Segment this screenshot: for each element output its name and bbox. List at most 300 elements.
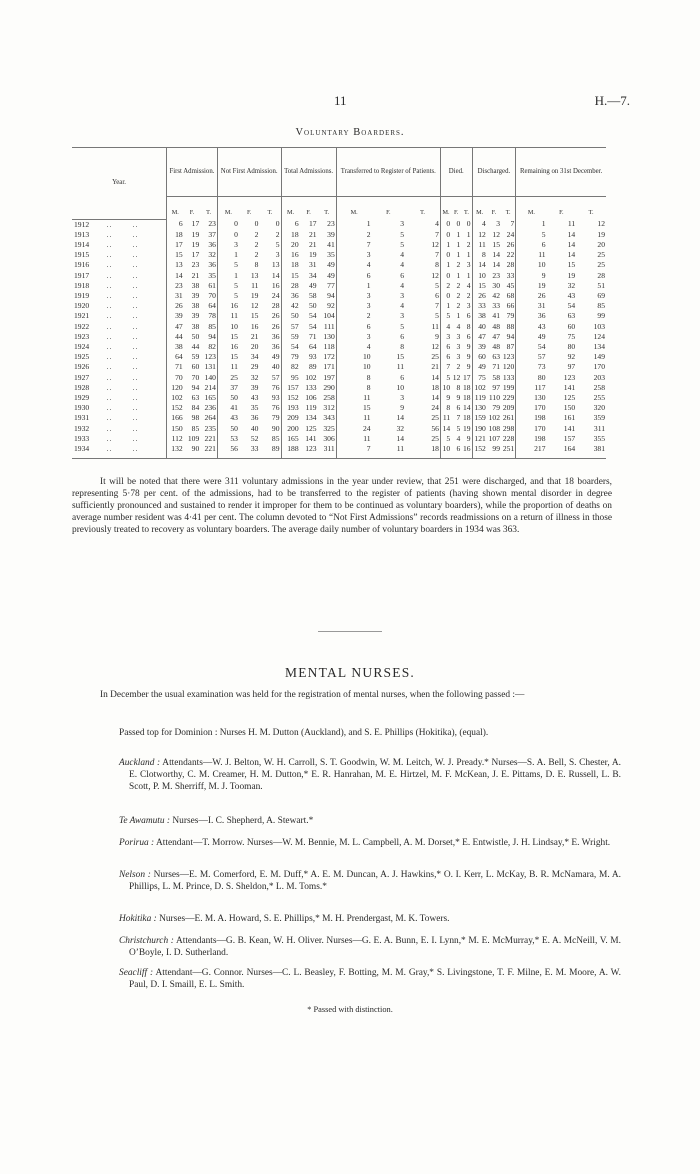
year-label: 1931: [74, 413, 90, 423]
table-cell: 14: [440, 424, 451, 434]
table-cell: 0: [254, 219, 259, 229]
table-cell: 32: [208, 250, 216, 260]
table-cell: 306: [323, 433, 335, 443]
sub-column-header: F.: [306, 209, 311, 216]
table-cell: 64: [308, 341, 317, 351]
table-cell: 70: [191, 372, 200, 382]
sub-column-header: F.: [189, 209, 195, 216]
table-cell: 166: [167, 413, 184, 423]
table-cell: 1: [440, 301, 451, 311]
table-cell: 14: [567, 229, 576, 239]
table-cell: 8: [466, 321, 471, 331]
table-cell: 12: [597, 219, 605, 229]
table-cell: 18: [462, 382, 471, 392]
table-cell: 15: [167, 250, 184, 260]
year-cell: [72, 281, 167, 291]
table-cell: 125: [305, 423, 317, 433]
table-cell: 19: [597, 229, 605, 239]
table-cell: 236: [204, 403, 216, 413]
nurse-entry: [119, 815, 621, 827]
year-cell: [72, 383, 167, 393]
table-cell: 290: [323, 382, 335, 392]
table-cell: 49: [271, 352, 280, 362]
leader-dots: .. ..: [89, 260, 139, 270]
table-cell: 9: [466, 352, 471, 362]
table-cell: 4: [456, 321, 461, 331]
table-cell: 5: [217, 291, 239, 301]
table-cell: 15: [336, 403, 371, 413]
table-cell: 102: [472, 383, 487, 393]
table-cell: 85: [271, 433, 280, 443]
table-cell: 7: [336, 240, 371, 250]
table-cell: 19: [308, 250, 317, 260]
table-cell: 50: [217, 393, 239, 403]
table-cell: 37: [217, 383, 239, 393]
table-cell: 7: [435, 229, 439, 239]
table-cell: 59: [191, 352, 200, 362]
table-cell: 8: [336, 383, 371, 393]
table-cell: 21: [250, 331, 259, 341]
table-cell: 31: [308, 260, 317, 270]
table-cell: 1: [466, 270, 471, 280]
table-cell: 85: [597, 301, 605, 311]
table-cell: 24: [336, 424, 371, 434]
table-cell: 26: [271, 321, 280, 331]
mental-nurses-title: MENTAL NURSES.: [285, 665, 415, 680]
sub-column-header: F.: [559, 209, 564, 216]
year-label: 1930: [74, 403, 90, 413]
table-cell: 1: [456, 229, 461, 239]
table-cell: 98: [191, 413, 200, 423]
table-cell: 170: [516, 424, 547, 434]
table-cell: 12: [472, 230, 487, 240]
table-row: [72, 393, 606, 403]
document-reference: H.—7.: [594, 93, 630, 108]
table-cell: 110: [488, 392, 501, 402]
table-cell: 43: [567, 290, 576, 300]
table-cell: 36: [250, 413, 259, 423]
table-cell: 4: [466, 280, 471, 290]
table-cell: 111: [323, 321, 335, 331]
table-cell: 255: [593, 392, 605, 402]
table-cell: 165: [281, 434, 300, 444]
table-cell: 8: [254, 260, 259, 270]
table-cell: 6: [456, 403, 461, 413]
table-cell: 5: [435, 280, 439, 290]
year-cell: [72, 250, 167, 260]
table-cell: 381: [593, 443, 605, 453]
table-row: [72, 342, 606, 352]
table-cell: 51: [597, 280, 605, 290]
table-cell: 14: [396, 433, 405, 443]
sub-column-header: M.: [516, 197, 547, 220]
entry-text: Nurses—I. C. Shepherd, A. Stewart.*: [170, 816, 314, 826]
table-cell: 4: [400, 301, 405, 311]
table-cell: 1: [456, 239, 461, 249]
table-cell: 32: [396, 423, 405, 433]
table-cell: 71: [492, 362, 501, 372]
table-cell: 79: [492, 403, 501, 413]
table-cell: 152: [167, 403, 184, 413]
table-cell: 90: [191, 443, 200, 453]
table-cell: 10: [217, 322, 239, 332]
table-row: [72, 352, 606, 362]
table-cell: 14: [271, 270, 280, 280]
table-cell: 79: [506, 311, 515, 321]
table-cell: 85: [208, 321, 216, 331]
table-cell: 9: [435, 331, 439, 341]
table-cell: 5: [400, 229, 405, 239]
table-cell: 1: [336, 281, 371, 291]
table-cell: 3: [456, 352, 461, 362]
table-cell: 93: [271, 392, 280, 402]
table-cell: 94: [327, 290, 335, 300]
table-cell: 343: [323, 413, 335, 423]
table-cell: 141: [563, 382, 576, 392]
table-cell: 13: [167, 260, 184, 270]
table-cell: 157: [281, 383, 300, 393]
table-cell: 134: [305, 413, 317, 423]
table-cell: 157: [563, 433, 576, 443]
table-cell: 48: [492, 341, 501, 351]
table-cell: 3: [496, 219, 501, 229]
table-cell: 57: [281, 322, 300, 332]
table-cell: 264: [204, 413, 216, 423]
table-cell: 11: [251, 280, 259, 290]
table-cell: 79: [271, 413, 280, 423]
table-cell: 43: [217, 413, 239, 423]
table-row: [72, 271, 606, 281]
table-cell: 2: [466, 290, 471, 300]
table-cell: 23: [492, 270, 501, 280]
table-cell: 5: [440, 373, 451, 383]
section-divider: [318, 631, 382, 632]
table-cell: 141: [305, 433, 317, 443]
leader-dots: .. ..: [89, 331, 139, 341]
table-cell: 120: [502, 362, 515, 372]
table-cell: 90: [271, 423, 280, 433]
nurse-entry: [119, 837, 621, 849]
table-cell: 188: [281, 444, 300, 459]
table-cell: 50: [281, 311, 300, 321]
table-cell: 33: [472, 301, 487, 311]
table-cell: 10: [336, 352, 371, 362]
table-cell: 3: [466, 301, 471, 311]
table-cell: 52: [250, 433, 259, 443]
table-cell: 150: [167, 424, 184, 434]
table-cell: 3: [336, 291, 371, 301]
table-cell: 4: [435, 219, 439, 229]
table-cell: 26: [167, 301, 184, 311]
sub-column-header: M.: [336, 197, 371, 220]
table-cell: 1: [336, 219, 371, 230]
table-cell: 7: [440, 362, 451, 372]
table-cell: 16: [250, 321, 259, 331]
table-cell: 85: [191, 423, 200, 433]
sub-column-header: T.: [324, 209, 330, 216]
leader-dots: .. ..: [89, 403, 139, 413]
table-cell: 22: [506, 250, 515, 260]
table-row: [72, 301, 606, 311]
table-cell: 32: [250, 372, 259, 382]
table-cell: 57: [516, 352, 547, 362]
table-cell: 23: [191, 260, 200, 270]
nurse-entry: [119, 869, 621, 893]
table-cell: 209: [281, 413, 300, 423]
table-row: [72, 250, 606, 260]
year-label: 1927: [74, 372, 90, 382]
table-cell: 3: [456, 341, 461, 351]
place-name: Seacliff :: [119, 968, 154, 978]
table-cell: 89: [271, 443, 280, 453]
table-cell: 24: [271, 290, 280, 300]
table-cell: 123: [502, 352, 515, 362]
table-cell: 26: [472, 291, 487, 301]
table-cell: 6: [440, 352, 451, 362]
table-cell: 251: [502, 443, 515, 453]
table-cell: 17: [462, 372, 471, 382]
table-cell: 107: [488, 433, 501, 443]
table-cell: 8: [440, 403, 451, 413]
table-cell: 130: [516, 393, 547, 403]
table-cell: 221: [204, 433, 216, 443]
year-column-header: Year.: [72, 148, 167, 220]
table-cell: 170: [593, 362, 605, 372]
table-cell: 88: [506, 321, 515, 331]
table-cell: 49: [516, 332, 547, 342]
table-cell: 50: [308, 301, 317, 311]
table-cell: 59: [281, 332, 300, 342]
table-cell: 64: [167, 352, 184, 362]
table-cell: 31: [516, 301, 547, 311]
year-label: 1923: [74, 331, 90, 341]
table-cell: 75: [567, 331, 576, 341]
table-cell: 70: [208, 290, 216, 300]
table-cell: 2: [456, 290, 461, 300]
year-cell: [72, 332, 167, 342]
table-cell: 0: [466, 219, 471, 229]
table-cell: 58: [492, 372, 501, 382]
table-row: [72, 230, 606, 240]
table-cell: 2: [456, 280, 461, 290]
table-cell: 35: [250, 403, 259, 413]
table-cell: 2: [336, 230, 371, 240]
year-cell: [72, 271, 167, 281]
table-cell: 217: [516, 444, 547, 459]
table-cell: 119: [472, 393, 487, 403]
table-cell: 47: [472, 332, 487, 342]
table-cell: 36: [281, 291, 300, 301]
table-cell: 4: [440, 322, 451, 332]
table-cell: 69: [597, 290, 605, 300]
table-cell: 28: [506, 260, 515, 270]
sub-column-header: T.: [505, 209, 511, 216]
table-cell: 68: [506, 290, 515, 300]
table-cell: 15: [217, 352, 239, 362]
table-cell: 35: [208, 270, 216, 280]
table-cell: 108: [488, 423, 501, 433]
table-cell: 49: [472, 362, 487, 372]
page-number: 11: [334, 93, 347, 108]
table-cell: 5: [400, 321, 405, 331]
table-cell: 11: [336, 413, 371, 423]
table-cell: 12: [431, 239, 439, 249]
table-cell: 125: [563, 392, 576, 402]
voluntary-boarders-table: [72, 147, 606, 459]
table-cell: 0: [440, 271, 451, 281]
table-cell: 355: [593, 433, 605, 443]
footnote: * Passed with distinction.: [307, 1005, 393, 1014]
sub-column-header: M.: [281, 197, 300, 220]
table-cell: 60: [472, 352, 487, 362]
table-cell: 80: [516, 373, 547, 383]
table-cell: 38: [472, 311, 487, 321]
table-cell: 99: [597, 311, 605, 321]
table-cell: 320: [593, 403, 605, 413]
table-cell: 152: [472, 444, 487, 459]
table-cell: 40: [271, 362, 280, 372]
sub-column-header: T.: [588, 209, 594, 216]
table-cell: 6: [400, 331, 405, 341]
column-group-header: Total Admissions.: [281, 148, 336, 197]
table-cell: 14: [567, 250, 576, 260]
table-cell: 229: [502, 392, 515, 402]
table-cell: 18: [431, 443, 439, 453]
sub-column-header: F.: [386, 209, 391, 216]
table-cell: 2: [440, 281, 451, 291]
table-cell: 3: [336, 301, 371, 311]
table-cell: 70: [167, 373, 184, 383]
table-cell: 56: [431, 423, 439, 433]
table-cell: 28: [281, 281, 300, 291]
leader-dots: .. ..: [89, 433, 139, 443]
table-cell: 311: [323, 443, 335, 453]
table-cell: 7: [336, 444, 371, 459]
table-cell: 38: [191, 301, 200, 311]
table-cell: 18: [462, 392, 471, 402]
table-cell: 36: [208, 239, 216, 249]
table-cell: 37: [208, 229, 216, 239]
year-label: 1925: [74, 352, 90, 362]
table-row: [72, 373, 606, 383]
table-row: [72, 291, 606, 301]
table-cell: 1: [217, 271, 239, 281]
place-name: Hokitika :: [119, 914, 157, 924]
table-cell: 78: [208, 311, 216, 321]
table-cell: 14: [462, 403, 471, 413]
year-label: 1918: [74, 280, 90, 290]
sub-column-header: T.: [267, 209, 273, 216]
year-label: 1928: [74, 382, 90, 392]
table-cell: 41: [327, 239, 335, 249]
table-cell: 18: [281, 230, 300, 240]
sub-column-header: T.: [464, 209, 469, 216]
table-cell: 12: [431, 270, 439, 280]
table-cell: 48: [492, 321, 501, 331]
table-cell: 119: [305, 403, 317, 413]
table-cell: 7: [456, 413, 461, 423]
table-cell: 228: [502, 433, 515, 443]
table-cell: 15: [217, 332, 239, 342]
table-cell: 26: [271, 311, 280, 321]
table-cell: 7: [435, 301, 439, 311]
table-cell: 30: [492, 280, 501, 290]
year-cell: [72, 219, 167, 230]
column-group-header: Died.: [440, 148, 472, 197]
table-cell: 20: [281, 240, 300, 250]
table-cell: 198: [516, 413, 547, 423]
table-cell: 36: [271, 331, 280, 341]
table-cell: 12: [250, 301, 259, 311]
table-cell: 14: [492, 250, 501, 260]
table-cell: 12: [452, 372, 461, 382]
table-cell: 18: [167, 230, 184, 240]
table-cell: 50: [191, 331, 200, 341]
column-group-header: Transferred to Register of Patients.: [336, 148, 440, 197]
table-cell: 1: [456, 270, 461, 280]
table-cell: 15: [472, 281, 487, 291]
table-cell: 10: [396, 382, 405, 392]
sub-column-header: M.: [440, 197, 451, 220]
table-cell: 49: [308, 280, 317, 290]
year-cell: [72, 424, 167, 434]
table-cell: 16: [217, 301, 239, 311]
table-cell: 8: [400, 341, 405, 351]
table-cell: 6: [456, 443, 461, 453]
leader-dots: .. ..: [89, 443, 139, 453]
table-cell: 79: [281, 352, 300, 362]
table-cell: 149: [593, 352, 605, 362]
year-label: 1915: [74, 250, 90, 260]
table-cell: 97: [567, 362, 576, 372]
table-cell: 63: [492, 352, 501, 362]
table-cell: 15: [281, 271, 300, 281]
table-row: [72, 383, 606, 393]
table-cell: 54: [516, 342, 547, 352]
table-cell: 25: [597, 260, 605, 270]
table-cell: 5: [400, 239, 405, 249]
table-cell: 38: [167, 342, 184, 352]
table-cell: 6: [336, 271, 371, 281]
table-cell: 40: [250, 423, 259, 433]
table-cell: 214: [204, 382, 216, 392]
table-cell: 3: [275, 250, 280, 260]
entry-text: Nurses—E. M. Comerford, E. M. Duff,* A. E. M. Duncan, A. J. Hawkins,* O. I. Kerr, L. McKay, B. R. McNamara, M. A. Phillips, L. M. Prince, D. S. Sheldon,* L. M. Toms.*: [129, 870, 622, 892]
table-cell: 94: [191, 382, 200, 392]
table-row: [72, 311, 606, 321]
table-cell: 53: [217, 434, 239, 444]
section-title: Voluntary Boarders.: [295, 127, 405, 138]
table-cell: 5: [456, 423, 461, 433]
leader-dots: .. ..: [89, 301, 139, 311]
table-cell: 9: [466, 341, 471, 351]
table-cell: 41: [492, 311, 501, 321]
table-cell: 5: [275, 239, 280, 249]
table-cell: 11: [396, 362, 405, 372]
table-cell: 39: [327, 229, 335, 239]
table-cell: 17: [167, 240, 184, 250]
table-cell: 359: [593, 413, 605, 423]
table-cell: 193: [281, 403, 300, 413]
table-cell: 161: [563, 413, 576, 423]
table-cell: 3: [456, 331, 461, 341]
table-cell: 4: [336, 260, 371, 270]
leader-dots: .. ..: [89, 423, 139, 433]
table-cell: 14: [492, 260, 501, 270]
table-cell: 60: [191, 362, 200, 372]
table-cell: 11: [217, 311, 239, 321]
year-label: 1916: [74, 260, 90, 270]
